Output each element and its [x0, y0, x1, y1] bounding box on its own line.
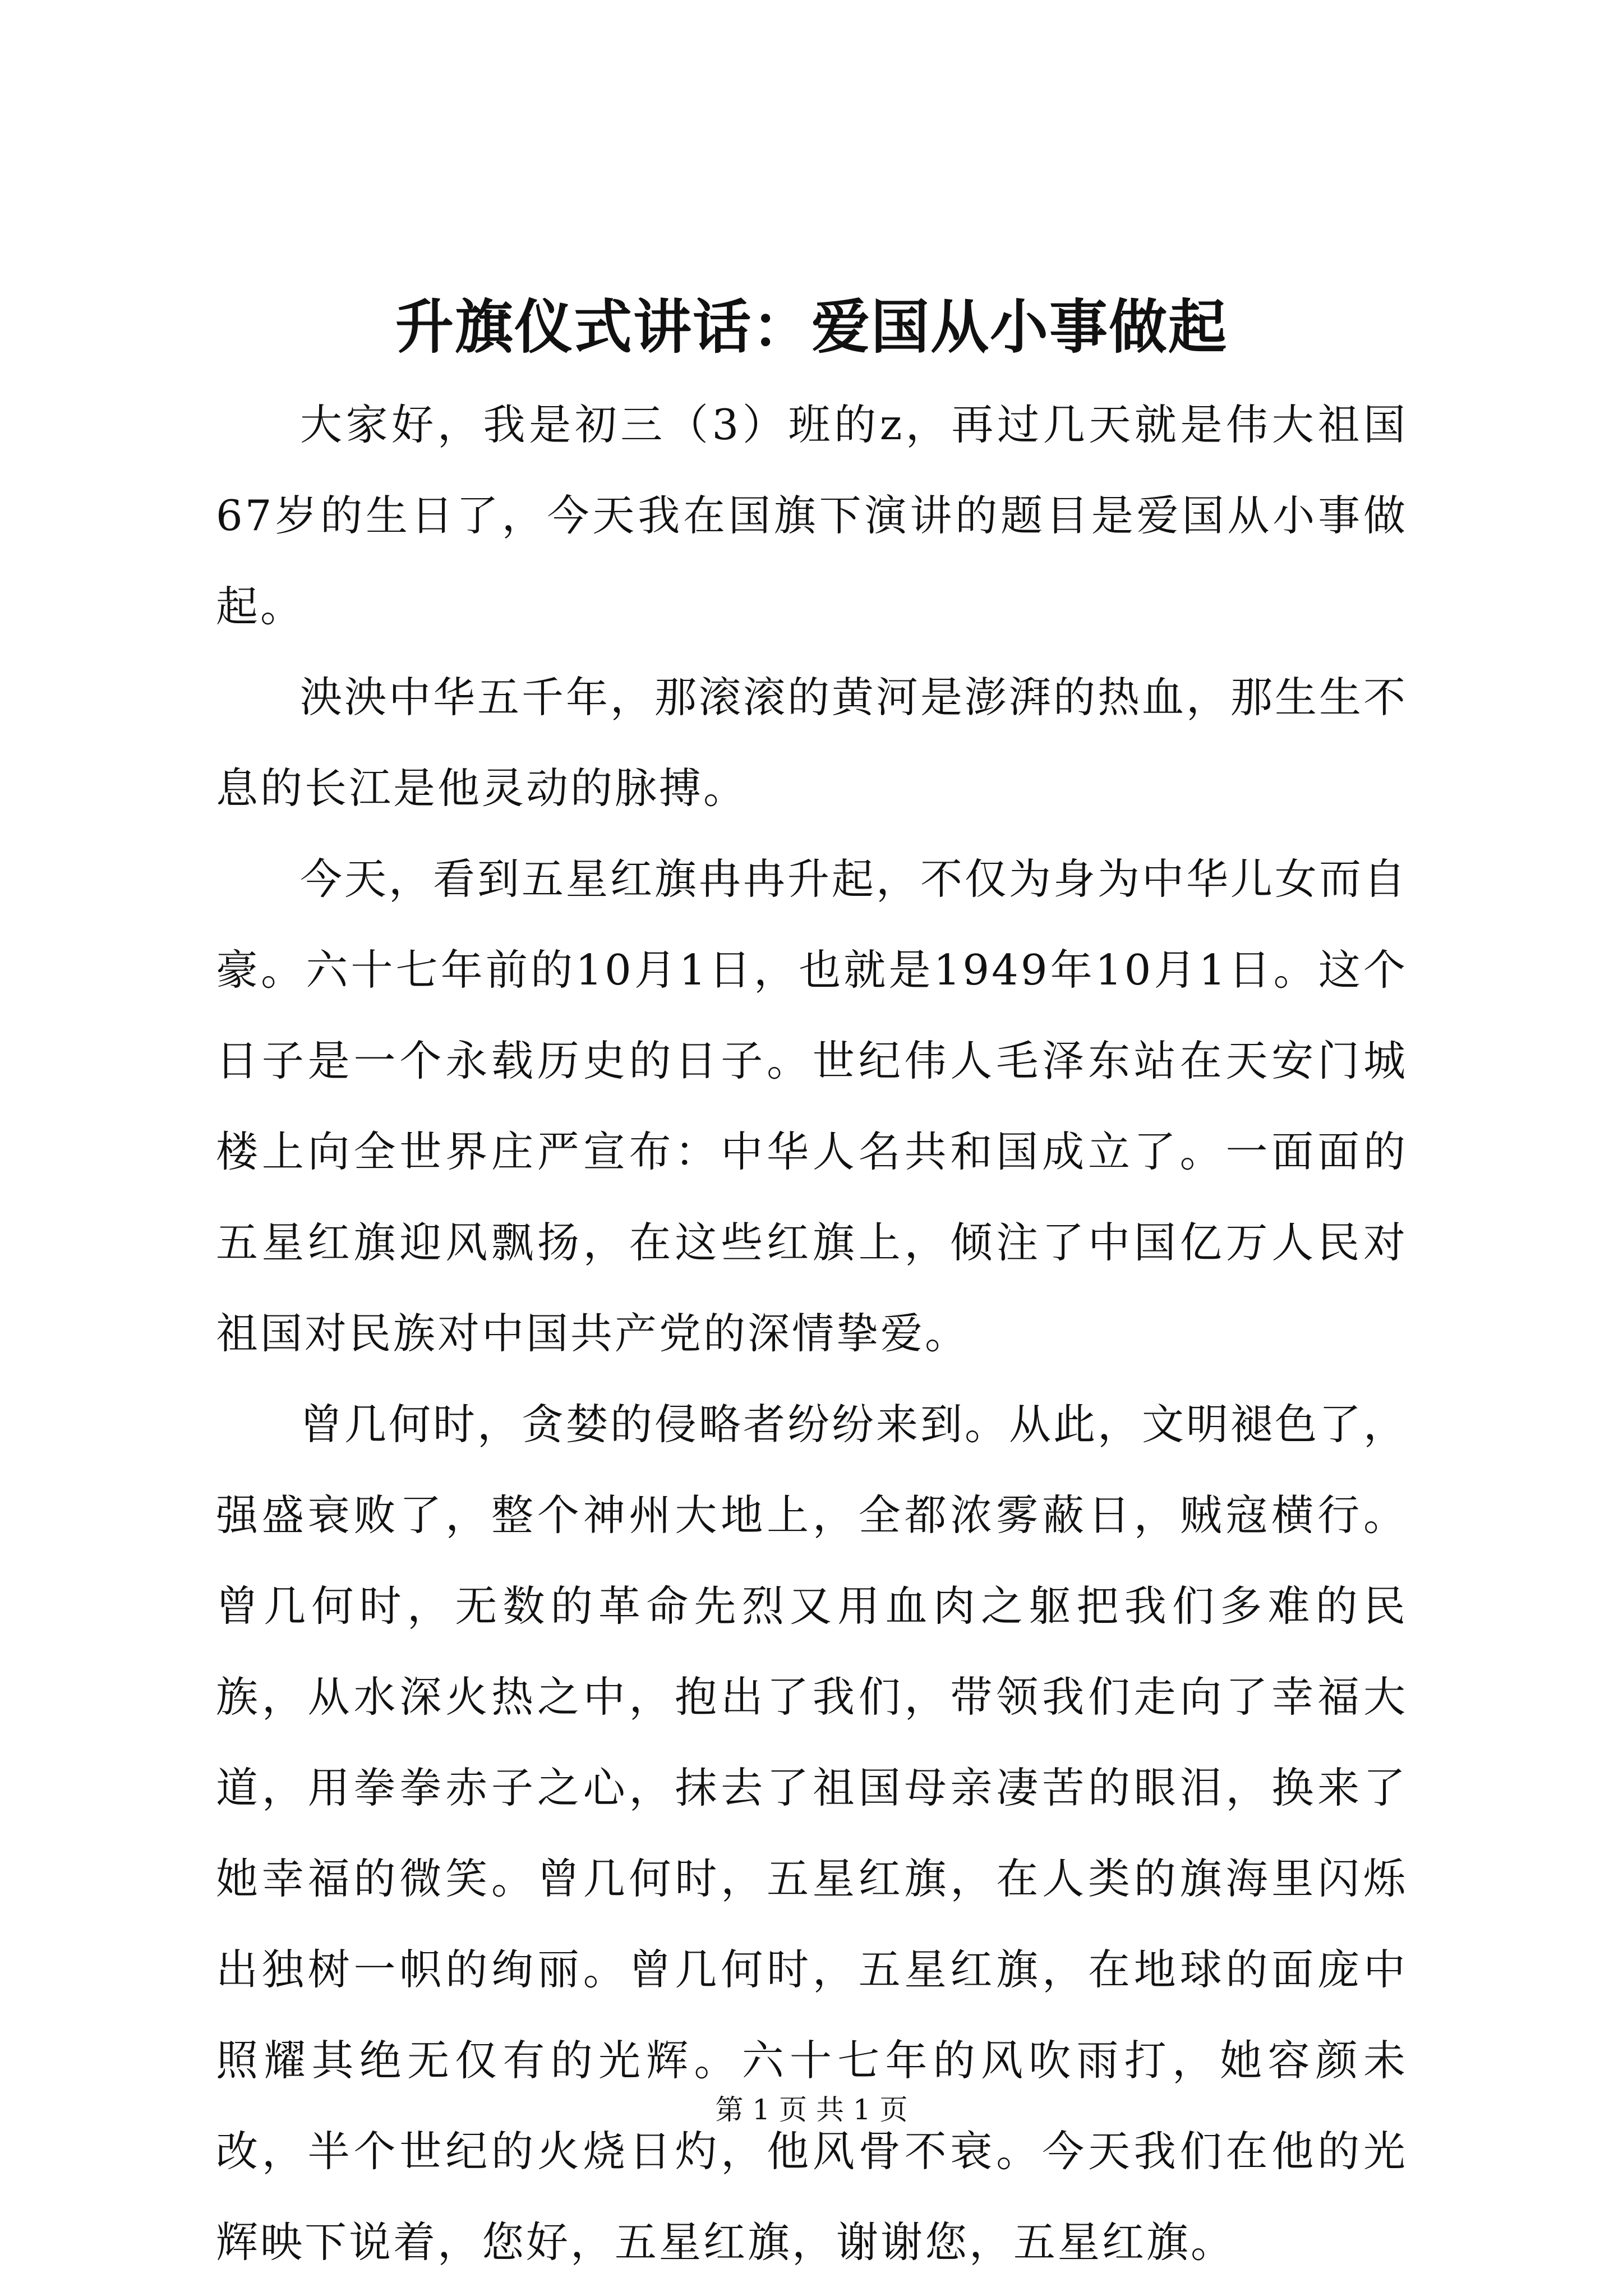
paragraph-greeting: 大家好，我是初三（3）班的z，再过几天就是伟大祖国67岁的生日了，今天我在国旗下演讲的题目是爱国从小事做起。	[216, 400, 1408, 631]
page-number-footer: 第 1 页 共 1 页	[715, 2093, 908, 2126]
paragraph-history: 泱泱中华五千年，那滚滚的黄河是澎湃的热血，那生生不息的长江是他灵动的脉搏。	[216, 673, 1408, 813]
document-body	[216, 379, 1408, 2288]
document-title: 升旗仪式讲话：爱国从小事做起	[395, 292, 1228, 361]
paragraph-tribute: 曾几何时，贪婪的侵略者纷纷来到。从此，文明褪色了，强盛衰败了，整个神州大地上，全都浓雾蔽日，贼寇横行。曾几何时，无数的革命先烈又用血肉之躯把我们多难的民族，从水深火热之中，抱出了我们，带领我们走向了幸福大道，用拳拳赤子之心，抹去了祖国母亲凄苦的眼泪，换来了她幸福的微笑。曾几何时，五星红旗，在人类的旗海里闪烁出独树一帜的绚丽。曾几何时，五星红旗，在地球的面庞中照耀其绝无仅有的光辉。六十七年的风吹雨打，她容颜未改，半个世纪的火烧日灼，他风骨不衰。今天我们在他的光辉映下说着，您好，五星红旗，谢谢您，五星红旗。	[216, 1400, 1408, 2267]
paragraph-founding: 今天，看到五星红旗冉冉升起，不仅为身为中华儿女而自豪。六十七年前的10月1日，也就是1949年10月1日。这个日子是一个永载历史的日子。世纪伟人毛泽东站在天安门城楼上向全世界庄严宣布：中华人名共和国成立了。一面面的五星红旗迎风飘扬，在这些红旗上，倾注了中国亿万人民对祖国对民族对中国共产党的深情挚爱。	[216, 854, 1408, 1358]
